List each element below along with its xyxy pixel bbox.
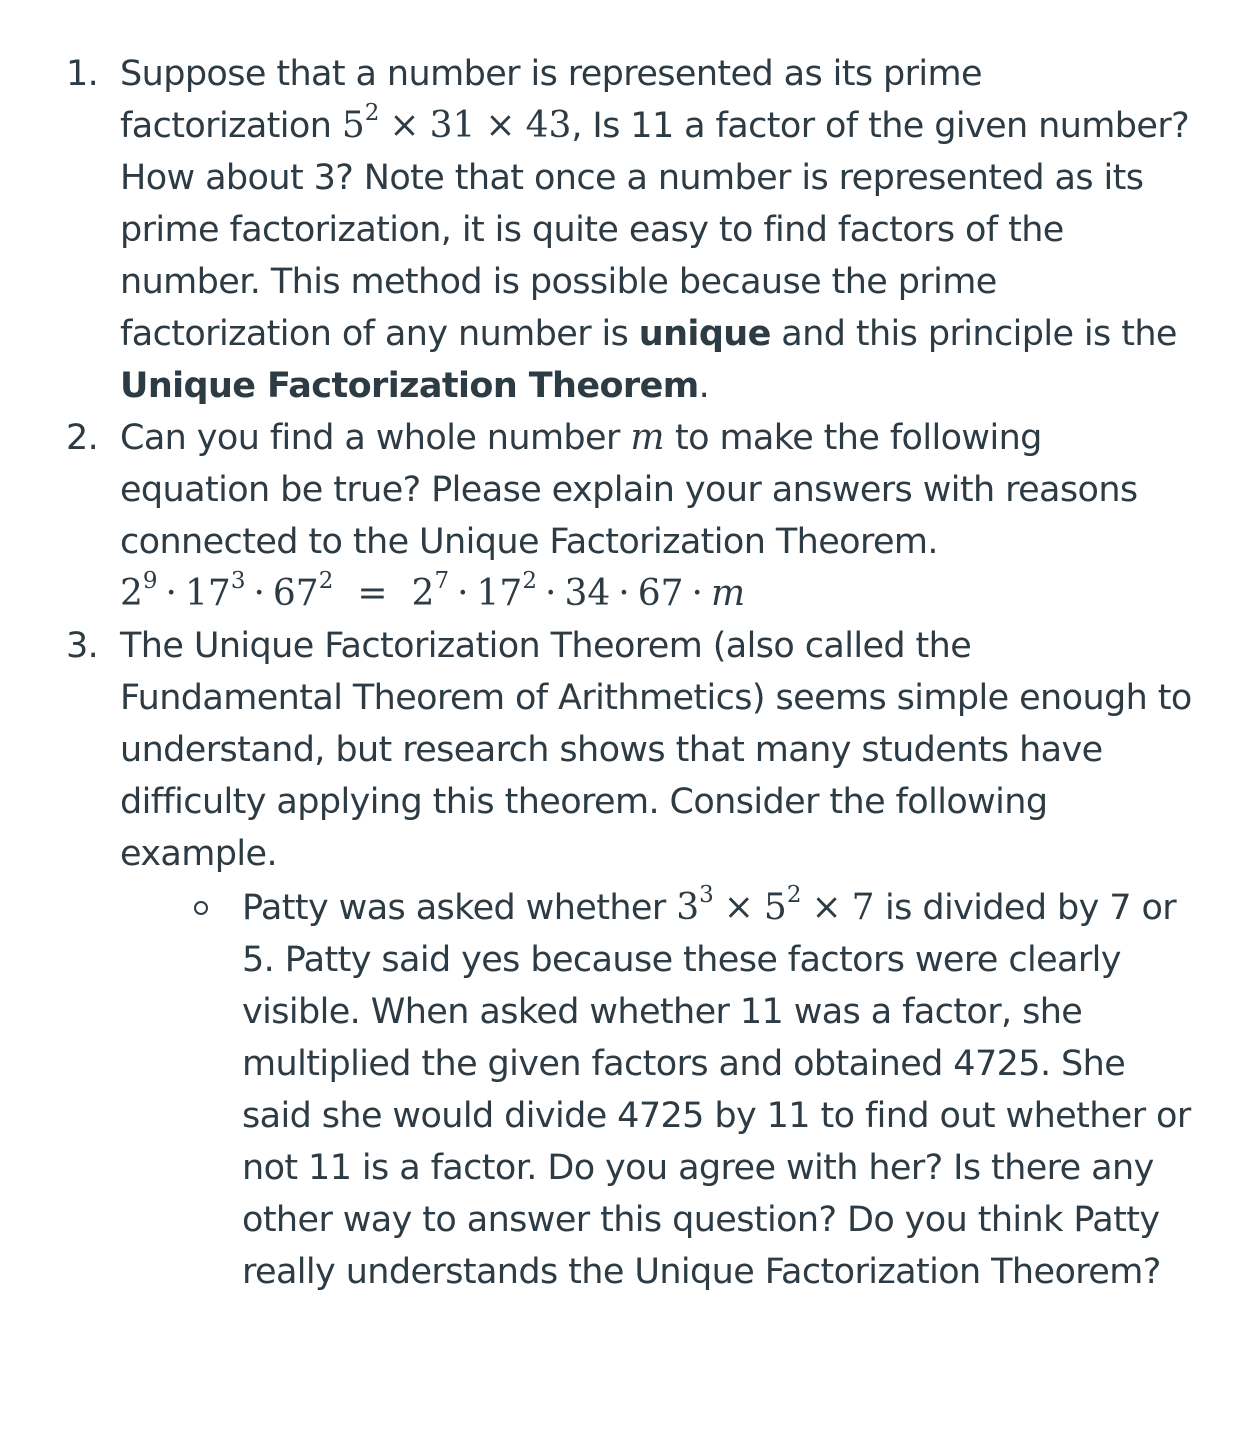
math-number: 43 bbox=[525, 105, 572, 146]
dot-operator: · bbox=[544, 573, 557, 614]
hollow-bullet-icon bbox=[194, 901, 208, 915]
question-text: to make the following equation be true? Please explain your answers with reasons connected to the Unique Factorization Theorem. bbox=[120, 418, 1138, 562]
math-exponent: 2 bbox=[318, 568, 334, 594]
question-text: . bbox=[698, 366, 710, 406]
math-exponent: 3 bbox=[699, 882, 714, 908]
math-base: 5 bbox=[341, 105, 365, 146]
question-2 bbox=[0, 412, 1234, 620]
question-text: and this principle is the bbox=[770, 314, 1177, 354]
question-list bbox=[0, 48, 1234, 1298]
math-exponent: 2 bbox=[364, 100, 380, 126]
math-expression bbox=[341, 100, 572, 146]
math-exponent: 9 bbox=[142, 568, 158, 594]
math-exponent: 2 bbox=[522, 568, 537, 594]
math-number: 67 bbox=[637, 573, 684, 614]
math-base: 17 bbox=[476, 573, 523, 614]
question-text: , Is 11 a factor of the given number? How about 3? Note that once a number is represented as its prime factorization, it is quite easy to find factors of the number. This method is possible because the prime factorization of any number is bbox=[120, 106, 1190, 354]
sub-item-text: Patty was asked whether bbox=[242, 888, 677, 928]
sub-item-text: is divided by 7 or 5. Patty said yes because these factors were clearly visible. When asked whether 11 was a factor, she multiplied the given factors and obtained 4725. She said she would divide 4725 by 11 to find out whether or not 11 is a factor. Do you agree with her? Is there any other way to answer this question? Do you think Patty really understands the Unique Factorization Theorem? bbox=[242, 888, 1191, 1292]
dot-operator: · bbox=[691, 573, 703, 614]
math-number: 7 bbox=[851, 887, 875, 928]
sub-item bbox=[120, 882, 1194, 1298]
times-operator: × bbox=[389, 105, 420, 146]
dot-operator: · bbox=[457, 573, 469, 614]
question-1 bbox=[0, 48, 1234, 412]
equals-sign: = bbox=[357, 573, 388, 614]
document bbox=[0, 48, 1234, 1298]
dot-operator: · bbox=[618, 573, 630, 614]
question-text: The Unique Factorization Theorem (also called the Fundamental Theorem of Arithmetics) seems simple enough to understand, but research shows that many students have difficulty applying this theorem. Consider the following example. bbox=[120, 626, 1192, 874]
equation bbox=[120, 568, 1194, 620]
math-variable: m bbox=[710, 573, 746, 614]
math-base: 2 bbox=[411, 573, 435, 614]
math-exponent: 2 bbox=[786, 882, 802, 908]
sub-list bbox=[120, 882, 1194, 1298]
dot-operator: · bbox=[253, 573, 265, 614]
math-variable: m bbox=[630, 417, 665, 458]
math-base: 67 bbox=[272, 573, 319, 614]
question-text: Can you find a whole number bbox=[120, 418, 631, 458]
math-exponent: 3 bbox=[230, 568, 246, 594]
math-number: 31 bbox=[429, 105, 476, 146]
math-base: 3 bbox=[676, 887, 700, 928]
math-exponent: 7 bbox=[434, 568, 450, 594]
math-base: 2 bbox=[120, 573, 143, 614]
question-number: 1. bbox=[66, 54, 99, 94]
times-operator: × bbox=[723, 887, 754, 928]
times-operator: × bbox=[485, 105, 516, 146]
bold-term: Unique Factorization Theorem bbox=[120, 366, 699, 406]
math-expression bbox=[676, 882, 875, 928]
question-3 bbox=[0, 620, 1234, 1298]
math-number: 34 bbox=[564, 573, 611, 614]
question-text: Suppose that a number is represented as its prime factorization bbox=[120, 54, 982, 146]
bold-term: unique bbox=[638, 314, 771, 354]
question-number: 2. bbox=[66, 418, 99, 458]
math-base: 5 bbox=[763, 887, 787, 928]
times-operator: × bbox=[811, 887, 842, 928]
dot-operator: · bbox=[165, 573, 177, 614]
math-base: 17 bbox=[185, 573, 231, 614]
question-number: 3. bbox=[66, 626, 99, 666]
